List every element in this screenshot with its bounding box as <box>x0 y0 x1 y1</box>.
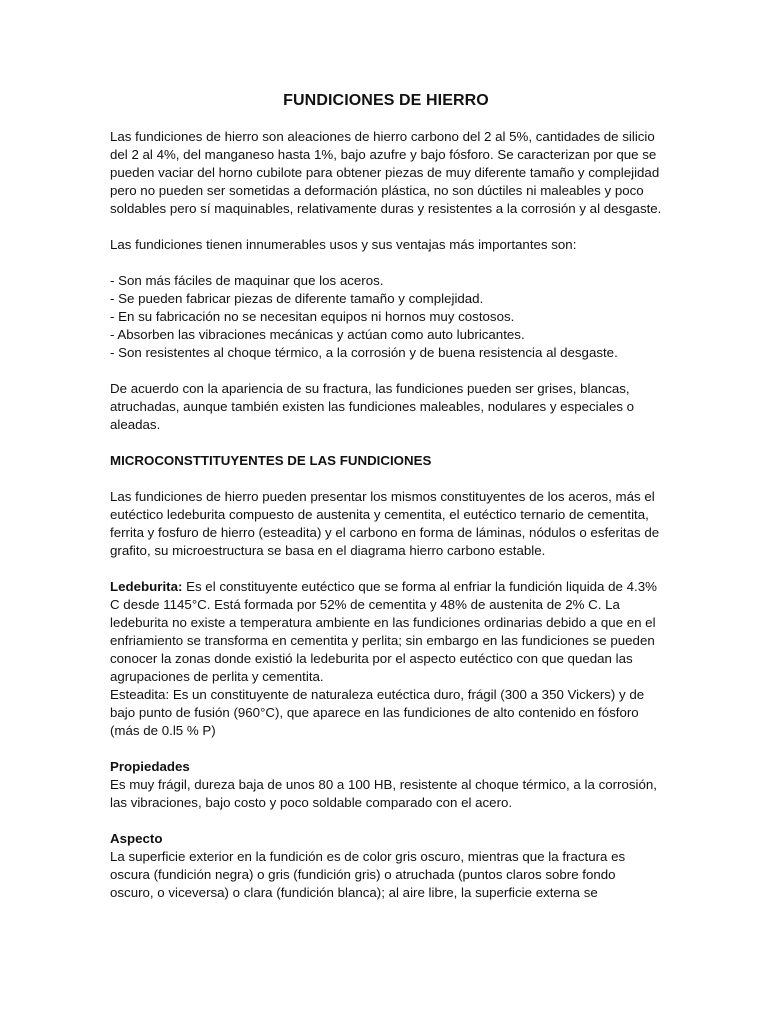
advantages-list <box>110 272 662 362</box>
spacer <box>110 560 662 578</box>
ledeburita-description: Es el constituyente eutéctico que se forma al enfriar la fundición liquida de 4.3% C desde 1145°C. Está formada por 52% de cementita y 48% de austenita de 2% C. La ledeburita no existe a temperatura ambiente en las fundiciones ordinarias debido a que en el enfriamiento se transforma en cementita y perlita; sin embargo en las fundiciones se pueden conocer la zonas donde existió la ledeburita por el aspecto eutéctico con que quedan las agrupaciones de perlita y cementita. <box>110 579 657 684</box>
microconstituents-paragraph: Las fundiciones de hierro pueden presentar los mismos constituyentes de los aceros, más el eutéctico ledeburita compuesto de austenita y cementita, el eutéctico ternario de cementita, ferrita y fosfuro de hierro (esteadita) y el carbono en forma de láminas, nódulos o esferitas de grafito, su microestructura se basa en el diagrama hierro carbono estable. <box>110 489 660 558</box>
advantage-item: - Son resistentes al choque térmico, a la corrosión y de buena resistencia al desgaste. <box>110 345 618 360</box>
spacer <box>110 434 662 452</box>
spacer <box>110 218 662 236</box>
advantage-item: - En su fabricación no se necesitan equipos ni hornos muy costosos. <box>110 309 515 324</box>
spacer <box>110 254 662 272</box>
ledeburita-term: Ledeburita: <box>110 579 183 594</box>
intro-paragraph: Las fundiciones de hierro son aleaciones de hierro carbono del 2 al 5%, cantidades de silicio del 2 al 4%, del manganeso hasta 1%, bajo azufre y bajo fósforo. Se caracterizan por que se pueden vaciar del horno cubilote para obtener piezas de muy diferente tamaño y complejidad pero no pueden ser sometidas a deformación plástica, no son dúctiles ni maleables y poco soldables pero sí maquinables, relativamente duras y resistentes a la corrosión y al desgaste. <box>110 129 662 216</box>
spacer <box>110 740 662 758</box>
advantage-item: - Son más fáciles de maquinar que los aceros. <box>110 273 384 288</box>
microconstituents-heading: MICROCONSTTITUYENTES DE LAS FUNDICIONES <box>110 453 432 468</box>
propiedades-paragraph: Es muy frágil, dureza baja de unos 80 a 100 HB, resistente al choque térmico, a la corrosión, las vibraciones, bajo costo y poco soldable comparado con el acero. <box>110 777 657 810</box>
spacer <box>110 812 662 830</box>
advantage-item: - Se pueden fabricar piezas de diferente tamaño y complejidad. <box>110 291 484 306</box>
aspecto-heading: Aspecto <box>110 831 163 846</box>
document-page <box>110 92 662 902</box>
advantage-item: - Absorben las vibraciones mecánicas y actúan como auto lubricantes. <box>110 327 525 342</box>
uses-intro-paragraph: Las fundiciones tienen innumerables usos y sus ventajas más importantes son: <box>110 237 577 252</box>
document-title: FUNDICIONES DE HIERRO <box>283 92 489 109</box>
propiedades-heading: Propiedades <box>110 759 190 774</box>
fracture-paragraph: De acuerdo con la apariencia de su fractura, las fundiciones pueden ser grises, blancas, atruchadas, aunque también existen las fundiciones maleables, nodulares y especiales o aleadas. <box>110 381 635 432</box>
spacer <box>110 470 662 488</box>
ledeburita-paragraph <box>110 578 662 686</box>
spacer <box>110 362 662 380</box>
esteadita-paragraph: Esteadita: Es un constituyente de naturaleza eutéctica duro, frágil (300 a 350 Vickers) y de bajo punto de fusión (960°C), que aparece en las fundiciones de alto contenido en fósforo (más de 0.l5 % P) <box>110 687 645 738</box>
aspecto-paragraph: La superficie exterior en la fundición es de color gris oscuro, mientras que la fractura es oscura (fundición negra) o gris (fundición gris) o atruchada (puntos claros sobre fondo oscuro, o viceversa) o clara (fundición blanca); al aire libre, la superficie externa se <box>110 849 626 900</box>
